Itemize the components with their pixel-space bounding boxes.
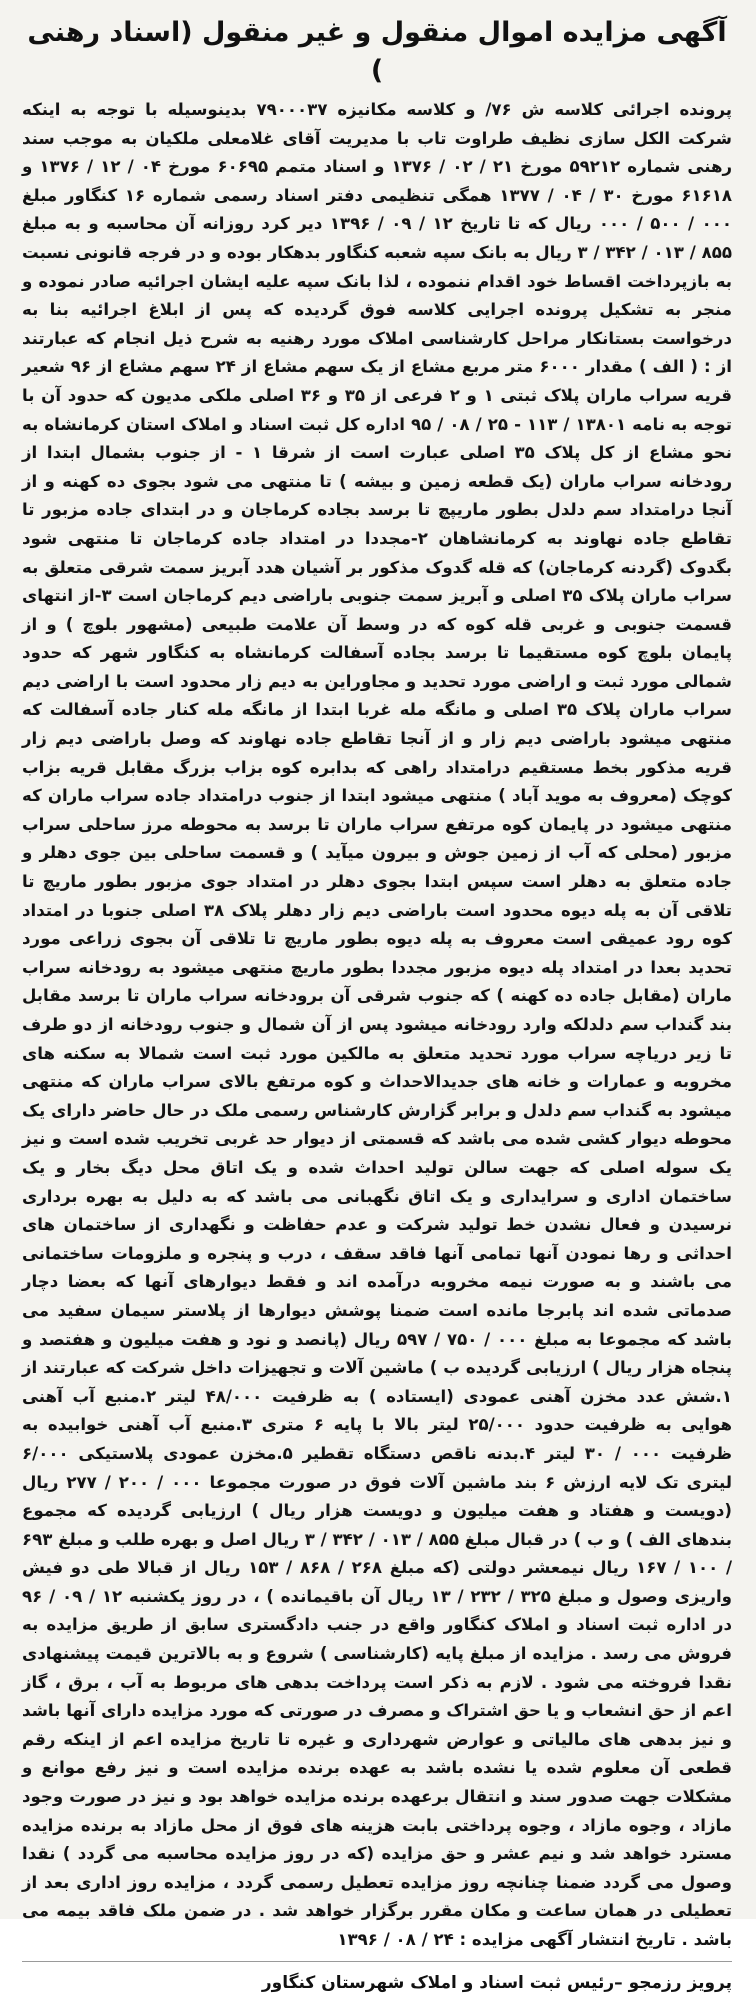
notice-title: آگهی مزایده اموال منقول و غیر منقول (اسناد رهنی ) (27, 17, 727, 86)
notice-signature: پرویز رزمجو –رئیس ثبت اسناد و املاک شهرستان کنگاور (261, 1972, 732, 1993)
signature-divider (22, 1961, 732, 1962)
notice-body: پرونده اجرائی کلاسه ش ۷۶/ و کلاسه مکانیزه ۷۹۰۰۰۳۷ بدینوسیله با توجه به اینکه شرکت الکل سازی نظیف طراوت تاب با مدیریت آقای غلامعلی ملکیان به موجب سند رهنی شماره ۵۹۲۱۲ مورخ ۲۱ / ۰۲ / ۱۳۷۶ و اسناد متمم ۶۰۶۹۵ مورخ ۰۴ / ۱۲ / ۱۳۷۶ و ۶۱۶۱۸ مورخ ۳۰ / ۰۴ / ۱۳۷۷ همگی تنظیمی دفتر اسناد رسمی شماره ۱۶ کنگاور مبلغ ۰۰۰ / ۵۰۰ / ۰۰۰ ریال که تا تاریخ ۱۲ / ۰۹ / ۱۳۹۶ دیر کرد روزانه آن محاسبه و به مبلغ ۸۵۵ / ۰۱۳ / ۳۴۲ / ۳ ریال به بانک سپه شعبه کنگاور بدهکار بوده و در فرجه قانونی نسبت به بازپرداخت اقساط خود اقدام ننموده ، لذا بانک سپه علیه ایشان اجرائیه صادر نموده و منجر به تشکیل پرونده اجرایی کلاسه فوق گردیده که پس از ابلاغ اجرائیه بنا به درخواست بستانکار مراحل کارشناسی املاک مورد رهنیه به شرح ذیل انجام که عبارتند از : ( الف ) مقدار ۶۰۰۰ متر مربع مشاع از یک سهم مشاع از ۲۴ سهم مشاع از ۹۶ شعیر قریه سراب ماران پلاک ثبتی ۱ و ۲ فرعی از ۳۵ و ۳۶ اصلی ملکی مدیون که حدود آن با توجه به نامه ۱۳۸۰۱ / ۱۱۳ - ۲۵ / ۰۸ / ۹۵ اداره کل ثبت اسناد و املاک استان کرمانشاه به نحو مشاع از کل پلاک ۳۵ اصلی عبارت است از شرقا ۱ - از جنوب بشمال ابتدا از رودخانه سراب ماران (یک قطعه زمین و بیشه ) تا منتهی می شود بجوی ده کهنه و از آنجا درامتداد سم دلدل بطور ماریپچ تا برسد بجاده کرماجان و در ابتدای جاده مزبور تا تقاطع جاده نهاوند به کرمانشاهان ۲-مجددا در امتداد جاده کرماجان تا منتهی شود بگدوک (گردنه کرماجان) که قله گدوک مذکور بر آشیان هدد آبریز سمت شرقی متعلق به سراب ماران پلاک ۳۵ اصلی و آبریز سمت جنوبی باراضی دیم کرماجان است ۳-از انتهای قسمت جنوبی و غربی قله کوه که در وسط آن علامت طبیعی (مشهور بلوچ ) و از پایمان بلوچ کوه مستقیما تا برسد بجاده آسفالت کرمانشاه به کنگاور شهر که حدود شمالی مورد ثبت و اراضی مورد تحدید و مجاوراین به دیم زار محدود است با اراضی دیم سراب ماران پلاک ۳۵ اصلی و مانگه مله غربا ابتدا از مانگه مله کنار جاده آسفالت که منتهی میشود باراضی دیم زار و از آنجا تقاطع جاده نهاوند که وصل باراضی دیم زار قریه مذکور بخط مستقیم درامتداد راهی که بدابره کوه بزاب بزرگ مقابل قریه بزاب کوچک (معروف به موید آباد ) منتهی میشود ابتدا از جنوب درامتداد جاده سراب ماران که منتهی میشود در پایمان کوه مرتفع سراب ماران تا برسد به محوطه مرز ساحلی سراب مزبور (محلی که آب از زمین جوش و بیرون میآید ) و قسمت ساحلی بین جوی دهلر و جاده متعلق به دهلر است سپس ابتدا بجوی دهلر در امتداد جوی مزبور بطور ماریچ تا تلاقی آن به پله دیوه محدود است باراضی دیم زار دهلر پلاک ۳۸ اصلی جنوبا در امتداد کوه رود عمیقی است معروف به پله دیوه بطور ماریچ تا تلاقی آن بجوی زراعی مورد تحدید بعدا در امتداد پله دیوه مزبور مجددا بطور ماریچ منتهی میشود به رودخانه سراب ماران (مقابل جاده ده کهنه ) که جنوب شرقی آن برودخانه سراب ماران تا برسد مقابل بند گنداب سم دلدلکه وارد رودخانه میشود پس از آن شمال و جنوب رودخانه از دو طرف تا زیر دریاچه سراب مورد تحدید متعلق به مالکین مورد ثبت است شمالا به سکنه های مخروبه و عمارات و خانه های جدیدالاحداث و کوه مرتفع بالای سراب ماران که منتهی میشود به گنداب سم دلدل و برابر گزارش کارشناس رسمی ملک در حال حاضر دارای یک محوطه دیوار کشی شده می باشد که قسمتی از دیوار حد غربی تخریب شده است و نیز یک سوله اصلی که جهت سالن تولید احداث شده و یک اتاق محل دیگ بخار و یک ساختمان اداری و سرایداری و یک اتاق نگهبانی می باشد که به دلیل به بهره برداری نرسیدن و فعال نشدن خط تولید شرکت و عدم حفاظت و نگهداری از ساختمان های احداثی و رها نمودن آنها تمامی آنها فاقد سقف ، درب و پنجره و ملزومات ساختمانی می باشند و به صورت نیمه مخروبه درآمده اند و فقط دیوارهای آنها که بعضا دچار صدماتی شده اند پابرجا مانده است ضمنا پوشش دیوارها از پلاستر سیمان سفید می باشد که مجموعا به مبلغ ۰۰۰ / ۷۵۰ / ۵۹۷ ریال (پانصد و نود و هفت میلیون و هفتصد و پنجاه هزار ریال ) ارزیابی گردیده ب ) ماشین آلات و تجهیزات داخل شرکت که عبارتند از ۱.شش عدد مخزن آهنی عمودی (ایستاده ) به ظرفیت ۴۸/۰۰۰ لیتر ۲.منبع آب آهنی هوایی به ظرفیت حدود ۲۵/۰۰۰ لیتر بالا با پایه ۶ متری ۳.منبع آب آهنی خوابیده به ظرفیت ۰۰۰ / ۳۰ لیتر ۴.بدنه ناقص دستگاه تقطیر ۵.مخزن عمودی پلاستیکی ۶/۰۰۰ لیتری تک لایه ارزش ۶ بند ماشین آلات فوق در صورت مجموعا ۰۰۰ / ۲۰۰ / ۲۷۷ ریال (دویست و هفتاد و هفت میلیون و دویست هزار ریال ) ارزیابی گردیده که مجموع بندهای الف ) و ب ) در قبال مبلغ ۸۵۵ / ۰۱۳ / ۳۴۲ / ۳ ریال اصل و بهره طلب و مبلغ ۶۹۳ / ۱۰۰ / ۱۶۷ ریال نیمعشر دولتی (که مبلغ ۲۶۸ / ۸۶۸ / ۱۵۳ ریال از قبالا طی دو فیش واریزی وصول و مبلغ ۳۲۵ / ۲۳۲ / ۱۳ ریال آن باقیمانده ) ، در روز یکشنبه ۱۲ / ۰۹ / ۹۶ در اداره ثبت اسناد و املاک کنگاور واقع در جنب دادگستری سابق از طریق مزایده به فروش می رسد . مزایده از مبلغ پایه (کارشناسی ) شروع و به بالاترین قیمت پیشنهادی نقدا فروخته می شود . لازم به ذکر است پرداخت بدهی های مربوط به آب ، برق ، گاز اعم از حق انشعاب و یا حق اشتراک و مصرف در صورتی که مورد مزایده دارای آنها باشد و نیز بدهی های مالیاتی و عوارض شهرداری و غیره تا تاریخ مزایده اعم از اینکه رقم قطعی آن معلوم شده یا نشده باشد به عهده برنده مزایده است و نیز رفع موانع و مشکلات جهت صدور سند و انتقال برعهده برنده مزایده خواهد بود و نیز در صورت وجود مازاد ، وجوه مازاد ، وجوه پرداختی بابت هزینه های فوق از محل مازاد به برنده مزایده مسترد خواهد شد و نیم عشر و حق مزایده (که در روز مزایده محاسبه می گردد ) نقدا وصول می گردد ضمنا چنانچه روز مزایده تعطیل رسمی گردد ، مزایده روز اداری بعد از تعطیلی در همان ساعت و مکان مقرر برگزار خواهد شد . در ضمن ملک فاقد بیمه می باشد . تاریخ انتشار آگهی مزایده : ۲۴ / ۰۸ / ۱۳۹۶ (22, 100, 733, 1949)
